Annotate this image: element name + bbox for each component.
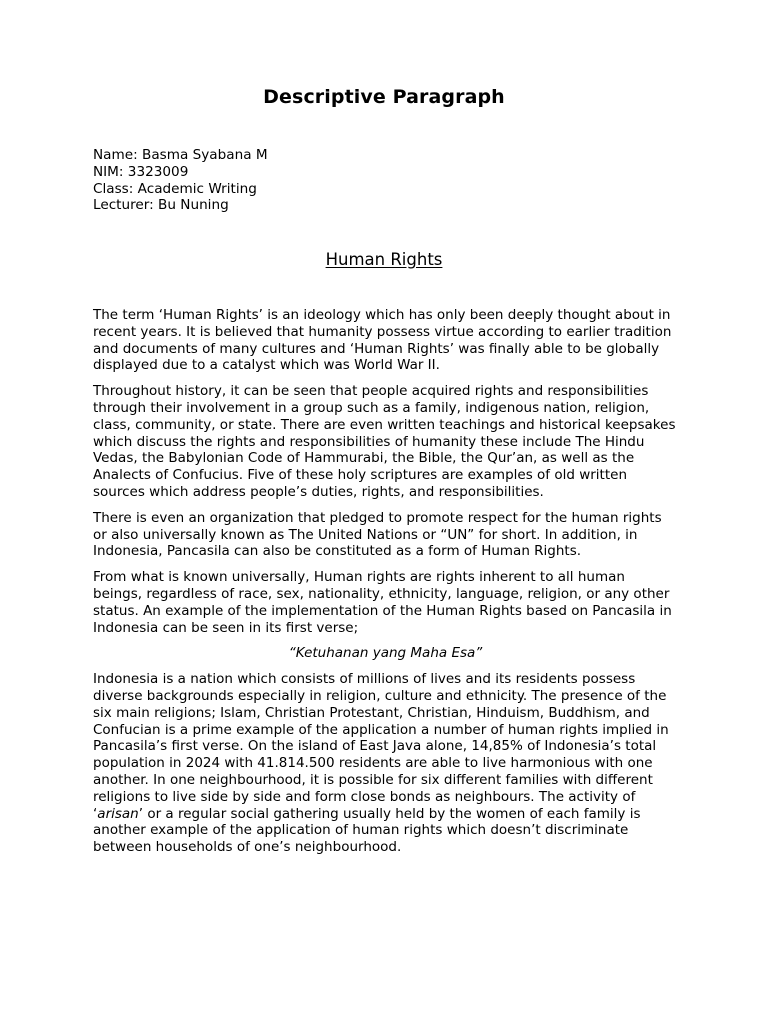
paragraph-5-text-end: ’ or a regular social gathering usually held by the women of each family is another example of the application of human rights which doesn’t discriminate between households of one’s neighbourhood. — [93, 805, 641, 856]
class-name: Class: Academic Writing — [93, 180, 257, 197]
lecturer-name: Lecturer: Bu Nuning — [93, 197, 229, 214]
essay-body — [93, 307, 678, 865]
paragraph-5-emphasis: arisan — [97, 805, 139, 822]
paragraph-5-text-start: Indonesia is a nation which consists of millions of lives and its residents possess diverse backgrounds especially in religion, culture and ethnicity. The presence of the six main religions; Islam, Christian Protestant, Christian, Hinduism, Buddhism, and Confucian is a prime example of the application a number of human rights implied in Pancasila’s first verse. On the island of East Java alone, 14,85% of Indonesia’s total population in 2024 with 41.814.500 residents are able to live harmonious with one another. In one neighbourhood, it is possible for six different families with different religions to live side by side and form close bonds as neighbours. The activity of ‘ — [93, 671, 669, 822]
document-title: Descriptive Paragraph — [263, 86, 505, 108]
author-name: Name: Basma Syabana M — [93, 147, 268, 163]
paragraph-5 — [93, 671, 678, 856]
pancasila-quote: “Ketuhanan yang Maha Esa” — [288, 645, 483, 662]
author-info — [93, 147, 268, 214]
paragraph-2: Throughout history, it can be seen that people acquired rights and responsibilities through their involvement in a group such as a family, indigenous nation, religion, class, community, or state. There are even written teachings and historical keepsakes which discuss the rights and responsibilities of humanity these include The Hindu Vedas, the Babylonian Code of Hammurabi, the Bible, the Qur’an, as well as the Analects of Confucius. Five of these holy scriptures are examples of old written sources which address people’s duties, rights, and responsibilities. — [93, 383, 676, 500]
student-nim: NIM: 3323009 — [93, 163, 189, 180]
paragraph-3: There is even an organization that pledged to promote respect for the human rights or also universally known as The United Nations or “UN” for short. In addition, in Indonesia, Pancasila can also be constituted as a form of Human Rights. — [93, 509, 662, 560]
paragraph-1: The term ‘Human Rights’ is an ideology which has only been deeply thought about in recent years. It is believed that humanity possess virtue according to earlier tradition and documents of many cultures and ‘Human Rights’ was finally able to be globally displayed due to a catalyst which was World War II. — [93, 307, 672, 374]
essay-subtitle: Human Rights — [325, 250, 443, 269]
paragraph-4: From what is known universally, Human rights are rights inherent to all human beings, regardless of race, sex, nationality, ethnicity, language, religion, or any other status. An example of the implementation of the Human Rights based on Pancasila in Indonesia can be seen in its first verse; — [93, 569, 672, 636]
